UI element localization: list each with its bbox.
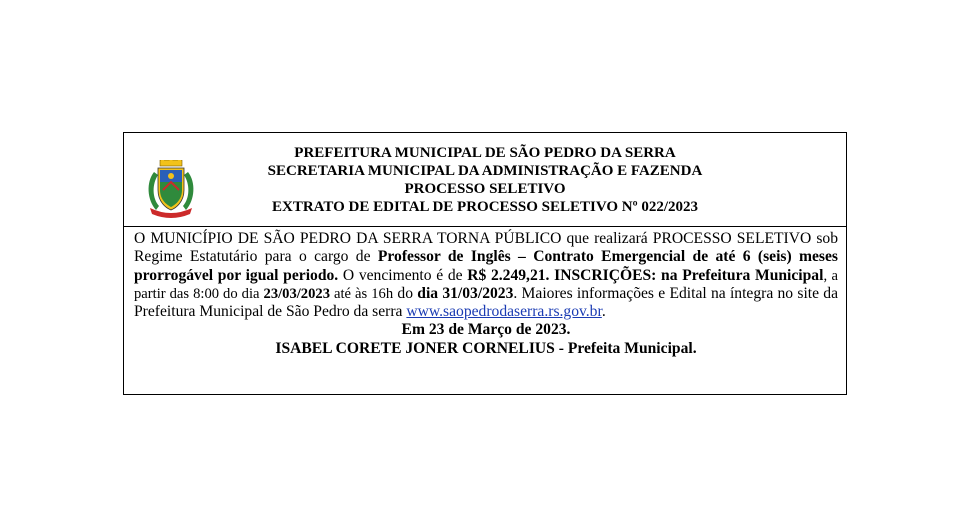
header-line-edital-number: EXTRATO DE EDITAL DE PROCESSO SELETIVO Nº 022/2023 [272,199,698,215]
notice-header [124,133,846,227]
header-line-municipality: PREFEITURA MUNICIPAL DE SÃO PEDRO DA SERRA [294,145,676,161]
body-text-info: . Maiores informações e Edital na íntegra no site da Prefeitura Municipal de São Pedro da serra [134,284,839,321]
website-link[interactable]: www.saopedrodaserra.rs.gov.br [406,303,602,321]
body-text-do: do [393,284,418,302]
job-title: Professor de Inglês – Contrato Emergencial de até 6 (seis) meses prorrogável por igual periodo. [134,248,838,284]
edital-notice [123,132,847,395]
start-date: 23/03/2023 [263,285,330,302]
mayor-signature: ISABEL CORETE JONER CORNELIUS - Prefeita Municipal. [275,340,697,358]
salary-and-registration: R$ 2.249,21. INSCRIÇÕES: na Prefeitura Municipal [467,266,824,284]
body-text-intro: O MUNICÍPIO DE SÃO PEDRO DA SERRA TORNA PÚBLICO que realizará PROCESSO SELETIVO sob Regime Estatutário para o cargo de [134,230,838,266]
body-text-salary-intro: O vencimento é de [338,266,468,284]
notice-paragraph [134,230,838,321]
header-line-process: PROCESSO SELETIVO [404,181,566,197]
notice-body [124,227,846,359]
notice-footer [134,321,838,358]
end-date: dia 31/03/2023 [417,284,514,302]
body-text-period: . [601,303,606,321]
body-text-start: , a partir das 8:00 do dia [134,267,838,302]
body-text-until: até às 16h [330,285,394,302]
notice-date: Em 23 de Março de 2023. [401,321,571,339]
header-line-secretariat: SECRETARIA MUNICIPAL DA ADMINISTRAÇÃO E FAZENDA [267,163,703,179]
